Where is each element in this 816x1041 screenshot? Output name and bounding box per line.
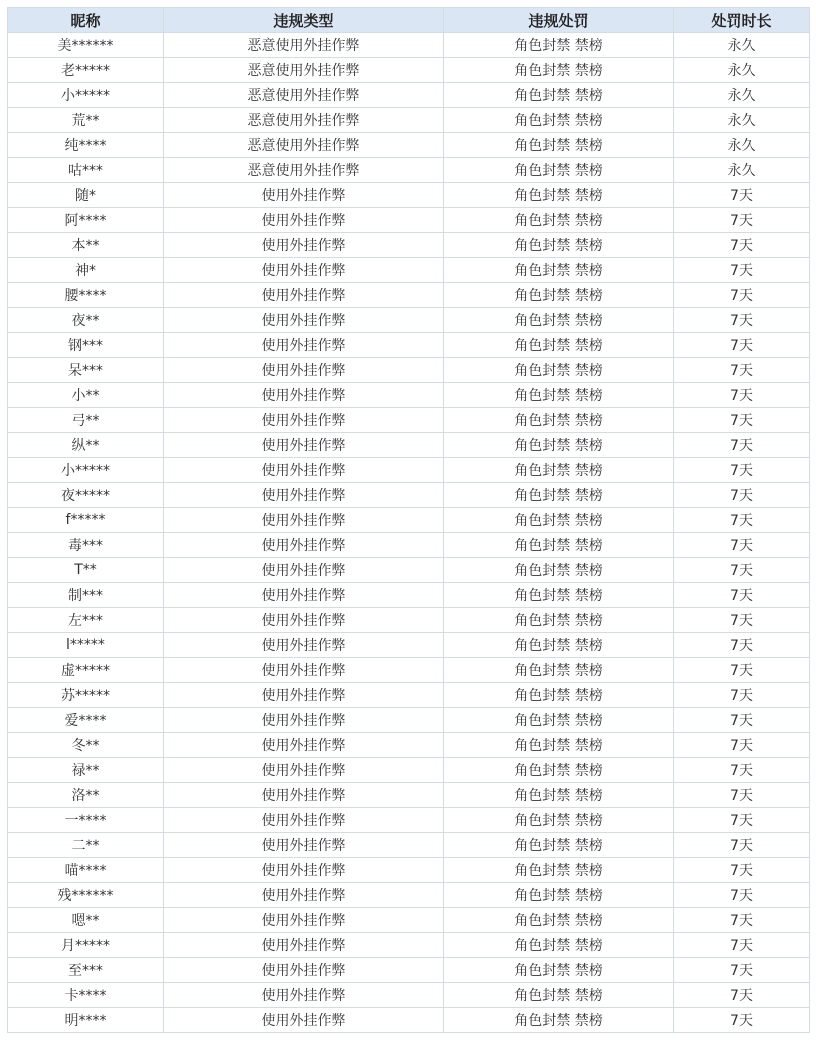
cell-penalty: 角色封禁 禁榜 xyxy=(444,783,674,808)
cell-duration: 7天 xyxy=(674,1008,810,1033)
table-row xyxy=(8,608,810,633)
cell-nickname: 美****** xyxy=(8,33,164,58)
cell-violation-type: 使用外挂作弊 xyxy=(164,283,444,308)
header-row xyxy=(8,8,810,33)
cell-nickname: 腰**** xyxy=(8,283,164,308)
cell-duration: 7天 xyxy=(674,358,810,383)
cell-penalty: 角色封禁 禁榜 xyxy=(444,683,674,708)
cell-duration: 7天 xyxy=(674,558,810,583)
cell-violation-type: 使用外挂作弊 xyxy=(164,533,444,558)
cell-violation-type: 恶意使用外挂作弊 xyxy=(164,108,444,133)
table-row xyxy=(8,783,810,808)
cell-duration: 7天 xyxy=(674,508,810,533)
cell-duration: 7天 xyxy=(674,283,810,308)
cell-violation-type: 恶意使用外挂作弊 xyxy=(164,58,444,83)
cell-penalty: 角色封禁 禁榜 xyxy=(444,633,674,658)
cell-violation-type: 使用外挂作弊 xyxy=(164,758,444,783)
cell-violation-type: 使用外挂作弊 xyxy=(164,783,444,808)
cell-nickname: 夜***** xyxy=(8,483,164,508)
table-row xyxy=(8,733,810,758)
cell-penalty: 角色封禁 禁榜 xyxy=(444,708,674,733)
cell-penalty: 角色封禁 禁榜 xyxy=(444,333,674,358)
header-penalty: 违规处罚 xyxy=(444,8,674,33)
table-row xyxy=(8,383,810,408)
cell-violation-type: 使用外挂作弊 xyxy=(164,1008,444,1033)
cell-nickname: f***** xyxy=(8,508,164,533)
table-row xyxy=(8,133,810,158)
table-row xyxy=(8,708,810,733)
cell-duration: 7天 xyxy=(674,658,810,683)
cell-duration: 7天 xyxy=(674,933,810,958)
cell-nickname: 纵** xyxy=(8,433,164,458)
cell-duration: 7天 xyxy=(674,758,810,783)
cell-violation-type: 使用外挂作弊 xyxy=(164,708,444,733)
cell-duration: 7天 xyxy=(674,583,810,608)
cell-duration: 永久 xyxy=(674,158,810,183)
cell-violation-type: 使用外挂作弊 xyxy=(164,683,444,708)
table-row xyxy=(8,258,810,283)
cell-violation-type: 使用外挂作弊 xyxy=(164,258,444,283)
cell-nickname: 制*** xyxy=(8,583,164,608)
cell-nickname: 神* xyxy=(8,258,164,283)
cell-penalty: 角色封禁 禁榜 xyxy=(444,158,674,183)
table-row xyxy=(8,408,810,433)
cell-nickname: 明**** xyxy=(8,1008,164,1033)
header-duration: 处罚时长 xyxy=(674,8,810,33)
table-row xyxy=(8,558,810,583)
cell-violation-type: 使用外挂作弊 xyxy=(164,433,444,458)
cell-nickname: 夜** xyxy=(8,308,164,333)
table-row xyxy=(8,583,810,608)
header-nickname: 昵称 xyxy=(8,8,164,33)
cell-nickname: 虚***** xyxy=(8,658,164,683)
cell-duration: 7天 xyxy=(674,433,810,458)
cell-nickname: 咕*** xyxy=(8,158,164,183)
cell-nickname: 一**** xyxy=(8,808,164,833)
cell-duration: 7天 xyxy=(674,333,810,358)
cell-penalty: 角色封禁 禁榜 xyxy=(444,483,674,508)
cell-nickname: 禄** xyxy=(8,758,164,783)
cell-penalty: 角色封禁 禁榜 xyxy=(444,308,674,333)
cell-penalty: 角色封禁 禁榜 xyxy=(444,908,674,933)
cell-nickname: 毒*** xyxy=(8,533,164,558)
table-row xyxy=(8,83,810,108)
cell-penalty: 角色封禁 禁榜 xyxy=(444,458,674,483)
cell-nickname: 卡**** xyxy=(8,983,164,1008)
table-header xyxy=(8,8,810,33)
cell-violation-type: 恶意使用外挂作弊 xyxy=(164,158,444,183)
cell-violation-type: 使用外挂作弊 xyxy=(164,508,444,533)
cell-duration: 7天 xyxy=(674,883,810,908)
cell-violation-type: 使用外挂作弊 xyxy=(164,458,444,483)
cell-duration: 7天 xyxy=(674,683,810,708)
cell-penalty: 角色封禁 禁榜 xyxy=(444,933,674,958)
cell-violation-type: 使用外挂作弊 xyxy=(164,608,444,633)
table-row xyxy=(8,283,810,308)
cell-nickname: 喵**** xyxy=(8,858,164,883)
cell-duration: 永久 xyxy=(674,58,810,83)
cell-nickname: 二** xyxy=(8,833,164,858)
cell-nickname: l***** xyxy=(8,633,164,658)
cell-nickname: 呆*** xyxy=(8,358,164,383)
cell-violation-type: 使用外挂作弊 xyxy=(164,408,444,433)
cell-violation-type: 使用外挂作弊 xyxy=(164,583,444,608)
table-row xyxy=(8,108,810,133)
cell-nickname: 残****** xyxy=(8,883,164,908)
cell-violation-type: 使用外挂作弊 xyxy=(164,883,444,908)
header-violation-type: 违规类型 xyxy=(164,8,444,33)
table-row xyxy=(8,158,810,183)
table-row xyxy=(8,33,810,58)
table-row xyxy=(8,308,810,333)
cell-penalty: 角色封禁 禁榜 xyxy=(444,883,674,908)
table-row xyxy=(8,58,810,83)
cell-penalty: 角色封禁 禁榜 xyxy=(444,733,674,758)
cell-penalty: 角色封禁 禁榜 xyxy=(444,258,674,283)
cell-duration: 7天 xyxy=(674,183,810,208)
table-row xyxy=(8,183,810,208)
cell-nickname: 小***** xyxy=(8,83,164,108)
cell-violation-type: 使用外挂作弊 xyxy=(164,558,444,583)
cell-penalty: 角色封禁 禁榜 xyxy=(444,958,674,983)
table-row xyxy=(8,683,810,708)
cell-nickname: 老***** xyxy=(8,58,164,83)
cell-violation-type: 使用外挂作弊 xyxy=(164,633,444,658)
cell-penalty: 角色封禁 禁榜 xyxy=(444,408,674,433)
cell-duration: 7天 xyxy=(674,858,810,883)
cell-nickname: 小** xyxy=(8,383,164,408)
cell-duration: 7天 xyxy=(674,258,810,283)
cell-nickname: T** xyxy=(8,558,164,583)
cell-penalty: 角色封禁 禁榜 xyxy=(444,133,674,158)
cell-penalty: 角色封禁 禁榜 xyxy=(444,558,674,583)
cell-duration: 7天 xyxy=(674,383,810,408)
cell-violation-type: 使用外挂作弊 xyxy=(164,733,444,758)
cell-nickname: 左*** xyxy=(8,608,164,633)
cell-violation-type: 使用外挂作弊 xyxy=(164,358,444,383)
cell-nickname: 月***** xyxy=(8,933,164,958)
cell-violation-type: 使用外挂作弊 xyxy=(164,808,444,833)
cell-penalty: 角色封禁 禁榜 xyxy=(444,808,674,833)
cell-penalty: 角色封禁 禁榜 xyxy=(444,208,674,233)
cell-penalty: 角色封禁 禁榜 xyxy=(444,658,674,683)
cell-nickname: 弓** xyxy=(8,408,164,433)
table-row xyxy=(8,983,810,1008)
cell-violation-type: 使用外挂作弊 xyxy=(164,858,444,883)
violation-table xyxy=(7,7,810,1033)
cell-duration: 7天 xyxy=(674,708,810,733)
cell-penalty: 角色封禁 禁榜 xyxy=(444,83,674,108)
cell-penalty: 角色封禁 禁榜 xyxy=(444,508,674,533)
cell-duration: 永久 xyxy=(674,33,810,58)
table-row xyxy=(8,908,810,933)
violation-table-container xyxy=(7,7,809,1033)
table-row xyxy=(8,333,810,358)
cell-duration: 7天 xyxy=(674,833,810,858)
table-row xyxy=(8,208,810,233)
cell-penalty: 角色封禁 禁榜 xyxy=(444,108,674,133)
cell-duration: 7天 xyxy=(674,208,810,233)
table-row xyxy=(8,658,810,683)
cell-nickname: 阿**** xyxy=(8,208,164,233)
cell-duration: 7天 xyxy=(674,233,810,258)
table-row xyxy=(8,233,810,258)
cell-penalty: 角色封禁 禁榜 xyxy=(444,383,674,408)
table-row xyxy=(8,933,810,958)
table-row xyxy=(8,883,810,908)
cell-violation-type: 恶意使用外挂作弊 xyxy=(164,33,444,58)
cell-violation-type: 恶意使用外挂作弊 xyxy=(164,133,444,158)
table-row xyxy=(8,358,810,383)
table-row xyxy=(8,533,810,558)
table-row xyxy=(8,458,810,483)
table-row xyxy=(8,858,810,883)
cell-penalty: 角色封禁 禁榜 xyxy=(444,608,674,633)
cell-penalty: 角色封禁 禁榜 xyxy=(444,58,674,83)
cell-penalty: 角色封禁 禁榜 xyxy=(444,233,674,258)
cell-violation-type: 使用外挂作弊 xyxy=(164,658,444,683)
cell-violation-type: 恶意使用外挂作弊 xyxy=(164,83,444,108)
cell-penalty: 角色封禁 禁榜 xyxy=(444,833,674,858)
cell-duration: 7天 xyxy=(674,408,810,433)
cell-penalty: 角色封禁 禁榜 xyxy=(444,283,674,308)
cell-duration: 7天 xyxy=(674,908,810,933)
cell-nickname: 随* xyxy=(8,183,164,208)
cell-violation-type: 使用外挂作弊 xyxy=(164,208,444,233)
cell-violation-type: 使用外挂作弊 xyxy=(164,383,444,408)
cell-penalty: 角色封禁 禁榜 xyxy=(444,33,674,58)
table-row xyxy=(8,508,810,533)
table-row xyxy=(8,483,810,508)
cell-nickname: 纯**** xyxy=(8,133,164,158)
cell-nickname: 钢*** xyxy=(8,333,164,358)
cell-violation-type: 使用外挂作弊 xyxy=(164,483,444,508)
cell-nickname: 苏***** xyxy=(8,683,164,708)
cell-duration: 永久 xyxy=(674,83,810,108)
cell-violation-type: 使用外挂作弊 xyxy=(164,308,444,333)
cell-penalty: 角色封禁 禁榜 xyxy=(444,983,674,1008)
table-row xyxy=(8,808,810,833)
cell-nickname: 洛** xyxy=(8,783,164,808)
cell-penalty: 角色封禁 禁榜 xyxy=(444,183,674,208)
cell-duration: 7天 xyxy=(674,983,810,1008)
table-row xyxy=(8,833,810,858)
cell-duration: 永久 xyxy=(674,133,810,158)
cell-violation-type: 使用外挂作弊 xyxy=(164,908,444,933)
cell-penalty: 角色封禁 禁榜 xyxy=(444,433,674,458)
table-row xyxy=(8,758,810,783)
cell-duration: 7天 xyxy=(674,733,810,758)
cell-penalty: 角色封禁 禁榜 xyxy=(444,758,674,783)
cell-duration: 7天 xyxy=(674,308,810,333)
cell-violation-type: 使用外挂作弊 xyxy=(164,958,444,983)
cell-violation-type: 使用外挂作弊 xyxy=(164,233,444,258)
cell-duration: 7天 xyxy=(674,483,810,508)
cell-nickname: 嗯** xyxy=(8,908,164,933)
cell-violation-type: 使用外挂作弊 xyxy=(164,333,444,358)
cell-duration: 永久 xyxy=(674,108,810,133)
cell-duration: 7天 xyxy=(674,633,810,658)
table-row xyxy=(8,1008,810,1033)
cell-duration: 7天 xyxy=(674,608,810,633)
cell-penalty: 角色封禁 禁榜 xyxy=(444,358,674,383)
cell-duration: 7天 xyxy=(674,958,810,983)
cell-violation-type: 使用外挂作弊 xyxy=(164,983,444,1008)
cell-nickname: 荒** xyxy=(8,108,164,133)
table-row xyxy=(8,958,810,983)
cell-nickname: 爱**** xyxy=(8,708,164,733)
cell-nickname: 至*** xyxy=(8,958,164,983)
cell-nickname: 冬** xyxy=(8,733,164,758)
cell-duration: 7天 xyxy=(674,533,810,558)
cell-nickname: 本** xyxy=(8,233,164,258)
cell-violation-type: 使用外挂作弊 xyxy=(164,933,444,958)
cell-duration: 7天 xyxy=(674,458,810,483)
table-body xyxy=(8,33,810,1033)
table-row xyxy=(8,433,810,458)
table-row xyxy=(8,633,810,658)
cell-violation-type: 使用外挂作弊 xyxy=(164,183,444,208)
cell-penalty: 角色封禁 禁榜 xyxy=(444,1008,674,1033)
cell-violation-type: 使用外挂作弊 xyxy=(164,833,444,858)
cell-penalty: 角色封禁 禁榜 xyxy=(444,858,674,883)
cell-penalty: 角色封禁 禁榜 xyxy=(444,533,674,558)
cell-nickname: 小***** xyxy=(8,458,164,483)
cell-duration: 7天 xyxy=(674,783,810,808)
cell-penalty: 角色封禁 禁榜 xyxy=(444,583,674,608)
cell-duration: 7天 xyxy=(674,808,810,833)
